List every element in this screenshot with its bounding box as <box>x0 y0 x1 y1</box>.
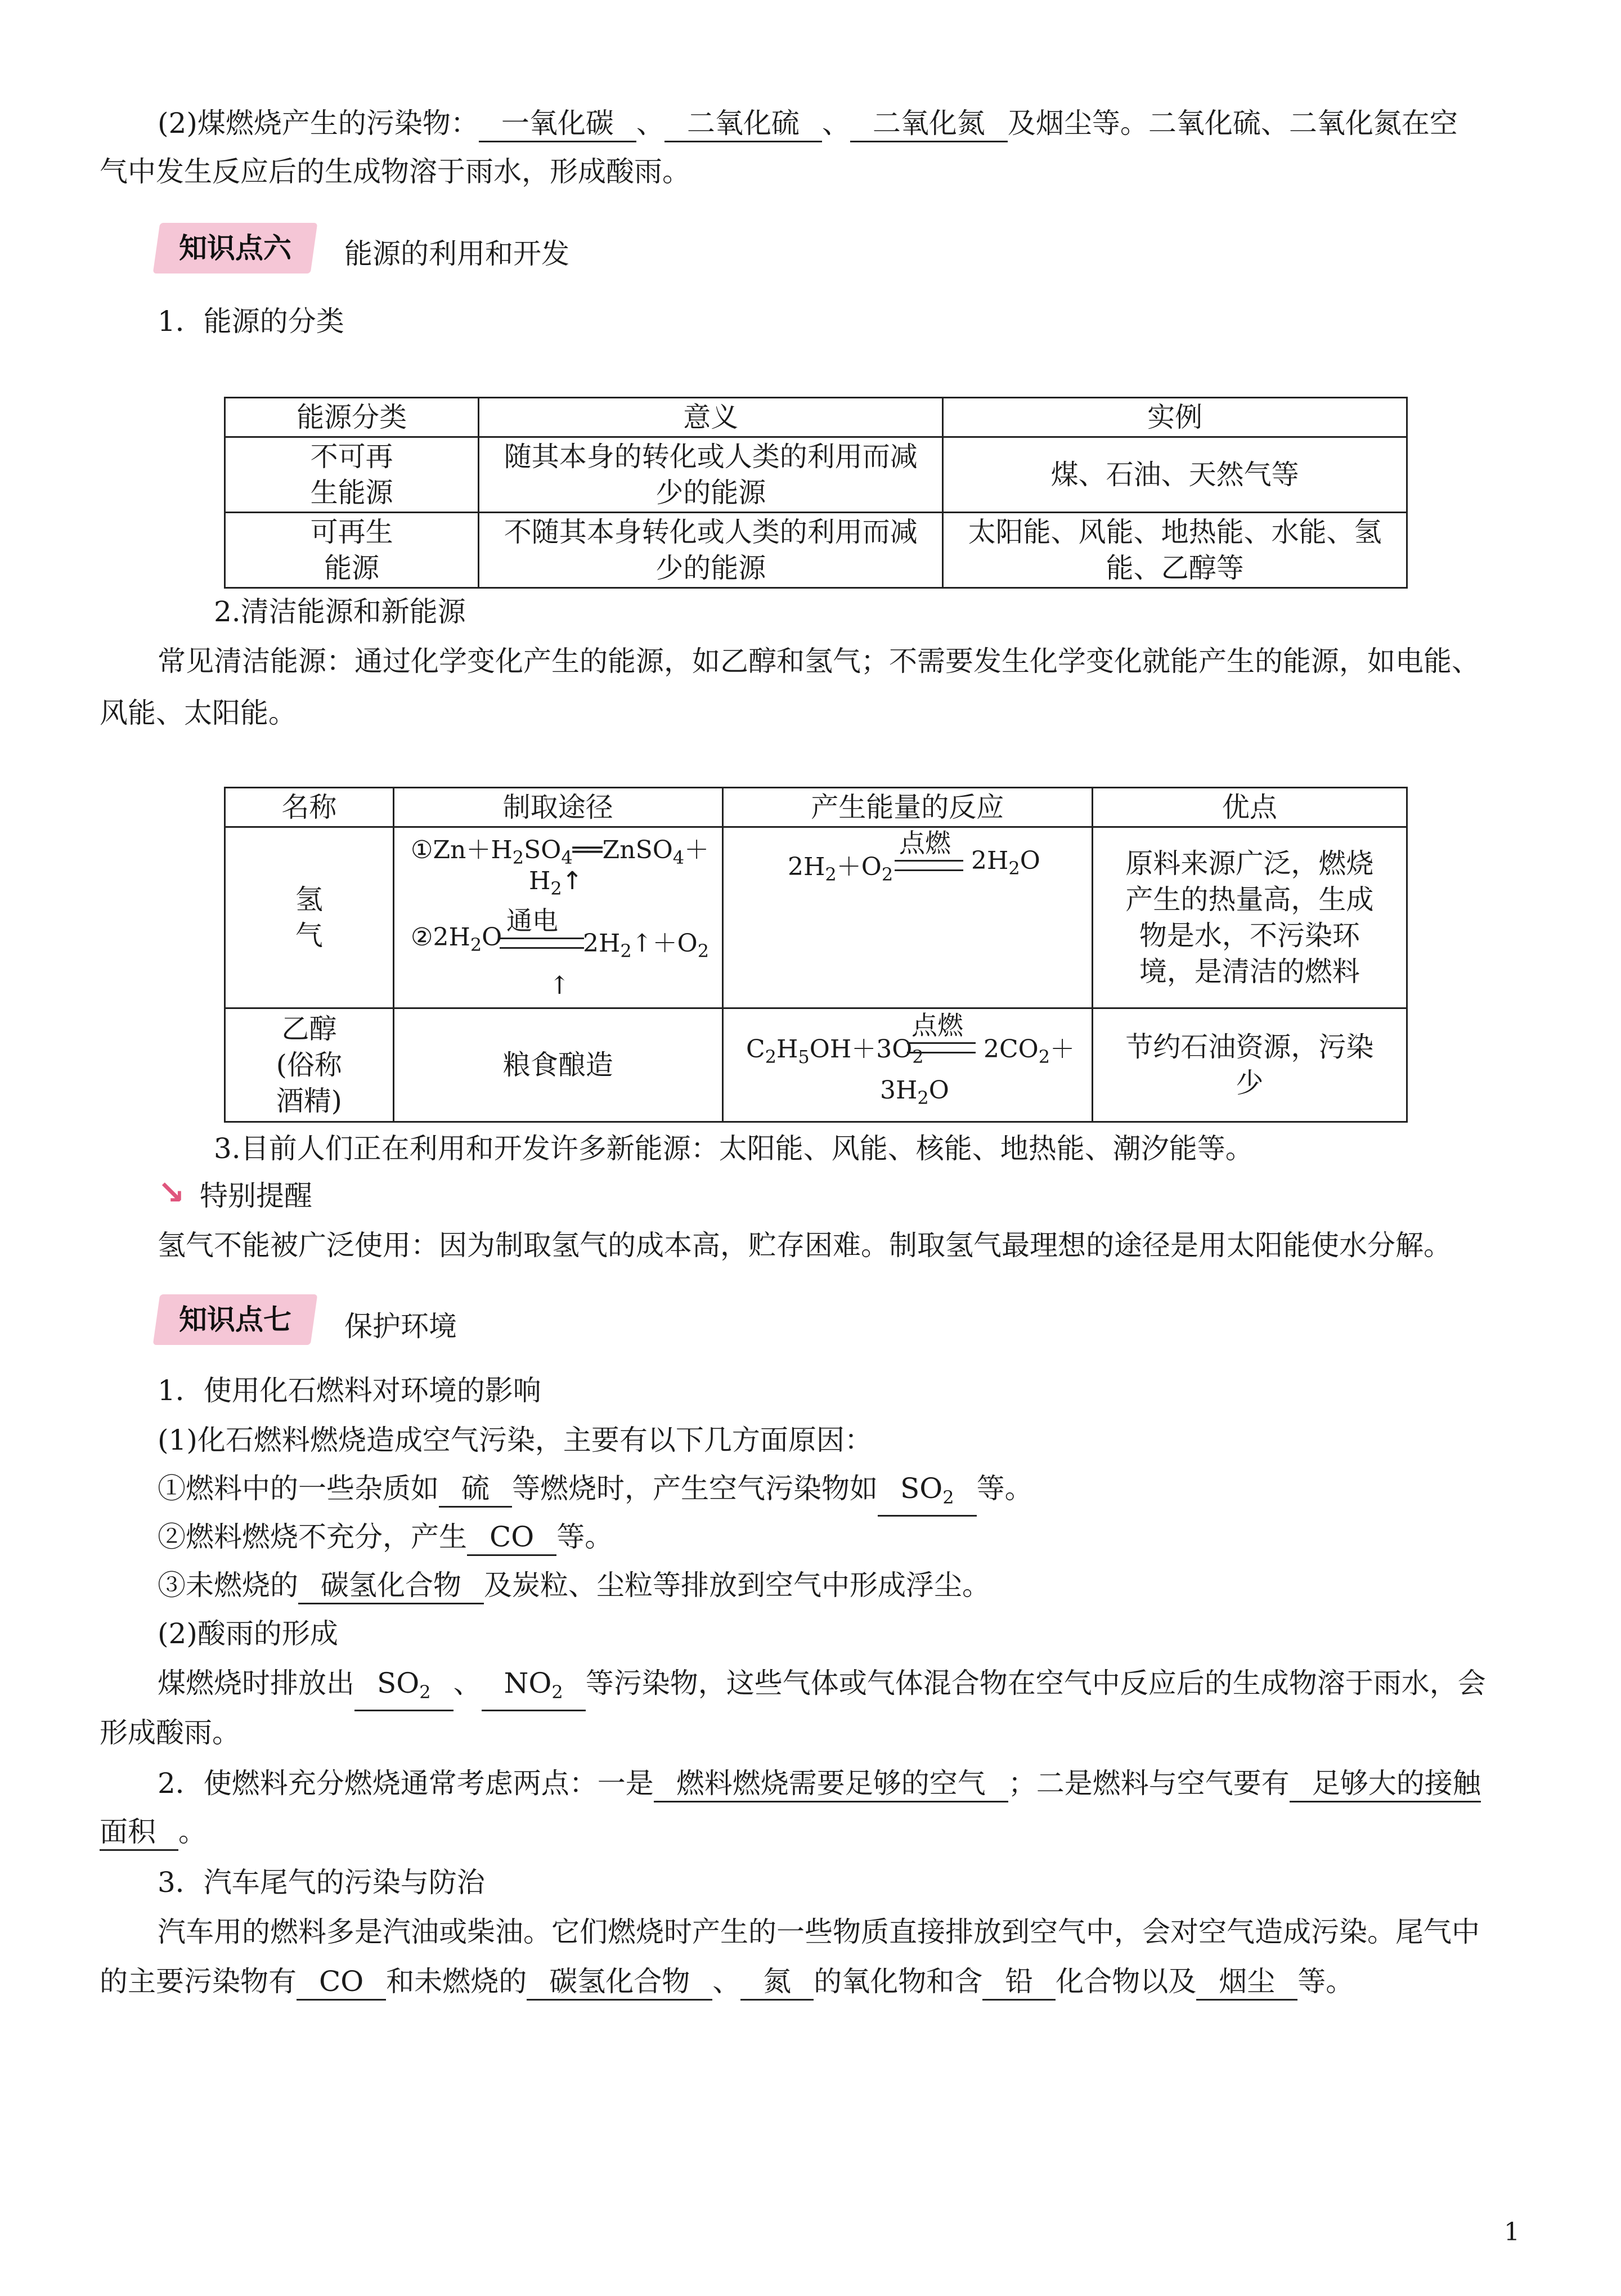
eq-text: 2CO <box>984 1035 1039 1064</box>
list-item <box>158 1469 1033 1517</box>
table-row <box>225 437 1407 513</box>
clean-energy-table <box>224 787 1408 1123</box>
item-text: 和未燃烧的 <box>386 1965 527 1998</box>
cell-line: 少 <box>1236 1066 1264 1099</box>
cell-line: 乙醇 <box>281 1012 337 1045</box>
eq-text: 2H <box>788 853 825 881</box>
equals-bars <box>895 860 963 871</box>
eq-sub: 2 <box>470 934 482 956</box>
blank-text: NO <box>504 1667 552 1699</box>
list-item <box>158 1517 613 1557</box>
blank-answer <box>482 1666 586 1711</box>
eq-text: ＋ <box>1050 1035 1075 1064</box>
paragraph-line: 风能、太阳能。 <box>100 697 297 729</box>
table-cell: 粮食酿造 <box>393 1008 722 1122</box>
paragraph-line: 形成酸雨。 <box>100 1716 240 1749</box>
item-text: 化合物以及 <box>1056 1965 1197 1998</box>
item-text: 等。 <box>976 1472 1033 1505</box>
table-header-row <box>225 788 1407 827</box>
heading: 2.清洁能源和新能源 <box>214 595 466 628</box>
eq-text: 2H <box>583 929 621 958</box>
eq-sub: 5 <box>798 1046 810 1068</box>
cell-line: 酒精) <box>276 1084 342 1117</box>
blank-sub: 2 <box>942 1487 954 1508</box>
blank-answer: 碳氢化合物 <box>527 1964 712 2001</box>
equation-h2-combustion-left <box>788 846 893 885</box>
blank-answer: 烟尘 <box>1196 1964 1297 2001</box>
separator: 、 <box>712 1965 741 1998</box>
section-badge <box>153 1294 318 1345</box>
eq-sub: 2 <box>550 878 562 899</box>
table-cell <box>225 513 479 588</box>
item-text: 等。 <box>1297 1965 1354 1998</box>
reminder-arrow-icon: ↘ <box>158 1173 185 1212</box>
table-cell <box>1092 1008 1407 1122</box>
item-text: 等燃烧时，产生空气污染物如 <box>512 1472 878 1505</box>
list-item <box>158 1566 990 1605</box>
intro-text: 及烟尘等。二氧化硫、二氧化氮在空 <box>1007 107 1458 140</box>
table-header: 产生能量的反应 <box>722 788 1092 827</box>
blank-answer: 二氧化氮 <box>850 106 1008 142</box>
eq-sub: 2 <box>1038 1046 1050 1068</box>
eq-sub: 2 <box>620 940 632 962</box>
eq-text: 3H <box>880 1076 918 1105</box>
equation-ethanol-line2 <box>880 1076 949 1109</box>
blank-answer: 碳氢化合物 <box>298 1568 484 1604</box>
table-cell <box>225 437 479 513</box>
blank-answer: 一氧化碳 <box>479 106 636 142</box>
up-arrow-icon: ↑ <box>562 867 583 895</box>
cell-line: 能源 <box>324 551 380 584</box>
eq-sub: 2 <box>912 1046 924 1068</box>
table-cell <box>225 1008 394 1122</box>
table-header: 制取途径 <box>393 788 722 827</box>
table-cell <box>225 827 394 1008</box>
eq-text: OH＋3O <box>809 1035 913 1064</box>
cell-line: 产生的热量高，生成 <box>1125 883 1374 916</box>
paragraph-line: (1)化石燃料燃烧造成空气污染，主要有以下几方面原因： <box>158 1424 873 1456</box>
item-text: 。 <box>178 1815 206 1848</box>
eq-sub: 2 <box>881 864 893 885</box>
condition-label: 点燃 <box>911 1010 963 1041</box>
paragraph-line: (2)酸雨的形成 <box>158 1617 338 1650</box>
equation-electrolysis-right <box>583 923 709 962</box>
section-badge-label: 知识点六 <box>179 232 291 264</box>
table-cell <box>943 437 1407 513</box>
section-badge-label: 知识点七 <box>179 1303 291 1336</box>
eq-text: O <box>482 923 502 952</box>
table-header: 能源分类 <box>225 398 479 437</box>
item-text: 的主要污染物有 <box>100 1965 297 1998</box>
cell-line: 少的能源 <box>655 476 766 509</box>
cell-line: 不随其本身转化或人类的利用而减 <box>504 515 918 548</box>
blank-text: SO <box>377 1667 420 1699</box>
condition-label: 点燃 <box>899 828 951 858</box>
cell-line: 不可再 <box>310 440 393 473</box>
blank-answer: CO <box>467 1519 556 1556</box>
item-text: 煤燃烧时排放出 <box>158 1667 354 1699</box>
cell-line: 原料来源广泛，燃烧 <box>1125 847 1374 880</box>
eq-text: O <box>928 1076 949 1105</box>
table-cell <box>479 513 943 588</box>
table-header: 优点 <box>1092 788 1407 827</box>
eq-sub: 2 <box>825 864 837 885</box>
eq-text: ══ZnSO <box>572 836 673 864</box>
eq-sub: 2 <box>512 847 524 868</box>
cell-line: 能、乙醇等 <box>1106 551 1244 584</box>
blank-answer <box>354 1666 453 1711</box>
heading: 1．能源的分类 <box>158 305 344 338</box>
equals-bars <box>907 1042 976 1053</box>
separator: 、 <box>636 107 664 140</box>
table-cell <box>943 513 1407 588</box>
cell-line: 太阳能、风能、地热能、水能、氢 <box>968 515 1382 548</box>
equation-zn-h2so4 <box>411 829 709 868</box>
cell-line: 随其本身的转化或人类的利用而减 <box>504 440 918 473</box>
eq-sub: 4 <box>561 847 573 868</box>
reminder-text: 氢气不能被广泛使用：因为制取氢气的成本高，贮存困难。制取氢气最理想的途径是用太阳能使水分解。 <box>158 1229 1452 1262</box>
blank-text: SO <box>900 1472 943 1505</box>
item-text: ③未燃烧的 <box>158 1569 298 1602</box>
equation-line2 <box>529 867 583 899</box>
blank-sub: 2 <box>551 1681 563 1703</box>
cell-line: (俗称 <box>276 1048 342 1081</box>
table-header-row <box>225 398 1407 437</box>
blank-answer: 氮 <box>740 1964 814 2001</box>
blank-answer <box>878 1471 977 1517</box>
eq-text: H <box>529 867 551 895</box>
equation-h2-combustion-right <box>971 846 1040 879</box>
cell-line: 生能源 <box>310 476 393 509</box>
table-header: 意义 <box>479 398 943 437</box>
equals-bars <box>500 938 584 949</box>
cell-line: 氢 <box>295 883 323 916</box>
equation-ethanol-left <box>746 1029 924 1068</box>
equation-ethanol-right <box>984 1029 1075 1068</box>
cell-line: 少的能源 <box>655 551 766 584</box>
page-number: 1 <box>1504 2218 1520 2246</box>
intro-text: (2)煤燃烧产生的污染物： <box>158 107 479 140</box>
paragraph-line <box>100 1812 206 1851</box>
table-header: 实例 <box>943 398 1407 437</box>
heading: 3.目前人们正在利用和开发许多新能源：太阳能、风能、核能、地热能、潮汐能等。 <box>214 1132 1254 1165</box>
reminder-title: 特别提醒 <box>200 1180 312 1212</box>
item-text: ①燃料中的一些杂质如 <box>158 1472 439 1505</box>
cell-line: 气 <box>295 919 323 952</box>
cell-line: 节约石油资源，污染 <box>1125 1030 1374 1063</box>
eq-sub: 4 <box>672 847 685 868</box>
eq-text: ＋ <box>684 836 710 864</box>
item-text: 等污染物，这些气体或气体混合物在空气中反应后的生成物溶于雨水，会 <box>585 1667 1486 1699</box>
table-header: 名称 <box>225 788 394 827</box>
intro-line-2: 气中发生反应后的生成物溶于雨水，形成酸雨。 <box>100 155 690 188</box>
eq-text: ＋O <box>836 853 882 881</box>
eq-text: 2H <box>971 846 1009 875</box>
item-text: 2．使燃料充分燃烧通常考虑两点：一是 <box>158 1767 654 1800</box>
paragraph-line: 汽车用的燃料多是汽油或柴油。它们燃烧时产生的一些物质直接排放到空气中，会对空气造成污染。尾气中 <box>158 1916 1480 1948</box>
intro-line-1 <box>158 104 1458 143</box>
blank-sub: 2 <box>419 1681 431 1703</box>
item-text: ②燃料燃烧不充分，产生 <box>158 1521 467 1553</box>
blank-answer: 燃料燃烧需要足够的空气 <box>654 1766 1008 1802</box>
paragraph-line: 常见清洁能源：通过化学变化产生的能源，如乙醇和氢气；不需要发生化学变化就能产生的能源，如电能、 <box>158 645 1480 678</box>
cell-line: 物是水，不污染环 <box>1139 919 1360 952</box>
eq-text: SO <box>524 836 562 864</box>
section-title: 保护环境 <box>344 1310 457 1343</box>
separator: 、 <box>821 107 850 140</box>
paragraph-line <box>158 1764 1481 1803</box>
section-title: 能源的利用和开发 <box>344 237 569 270</box>
condition-label: 通电 <box>506 905 558 936</box>
cell-line: 可再生 <box>310 515 393 548</box>
eq-sub: 2 <box>697 940 710 962</box>
heading: 1．使用化石燃料对环境的影响 <box>158 1374 541 1407</box>
eq-text: O <box>1020 846 1040 875</box>
item-text: 等。 <box>556 1521 613 1553</box>
eq-text: H <box>776 1035 798 1064</box>
equation-electrolysis-left <box>411 923 502 956</box>
item-text: ；二是燃料与空气要有 <box>1008 1767 1290 1800</box>
cell-line: 煤、石油、天然气等 <box>1050 458 1299 491</box>
blank-answer: CO <box>297 1964 386 2001</box>
heading: 3．汽车尾气的污染与防治 <box>158 1866 485 1899</box>
eq-text: ①Zn＋H <box>411 836 513 864</box>
blank-answer: 二氧化硫 <box>664 106 822 142</box>
blank-answer: 铅 <box>982 1964 1056 2001</box>
blank-answer: 足够大的接触 <box>1290 1766 1481 1802</box>
up-arrow-icon: ↑ <box>549 971 570 1000</box>
table-cell <box>1092 827 1407 1008</box>
paragraph-line <box>158 1663 1486 1711</box>
eq-sub: 2 <box>917 1087 929 1109</box>
item-text: 及炭粒、尘粒等排放到空气中形成浮尘。 <box>484 1569 990 1602</box>
eq-text: ②2H <box>411 923 470 952</box>
paragraph-line <box>100 1962 1354 2001</box>
table-row <box>225 513 1407 588</box>
blank-answer: 面积 <box>100 1814 178 1851</box>
cell-line: 境，是清洁的燃料 <box>1139 955 1360 988</box>
separator: 、 <box>453 1667 482 1699</box>
eq-sub: 2 <box>765 1046 777 1068</box>
section-badge <box>153 223 318 273</box>
eq-sub: 2 <box>1008 858 1020 879</box>
energy-classification-table <box>224 397 1408 589</box>
eq-text: C <box>746 1035 765 1064</box>
item-text: 的氧化物和含 <box>814 1965 983 1998</box>
eq-text: ↑＋O <box>631 929 698 958</box>
table-cell <box>479 437 943 513</box>
blank-answer: 硫 <box>439 1471 512 1508</box>
